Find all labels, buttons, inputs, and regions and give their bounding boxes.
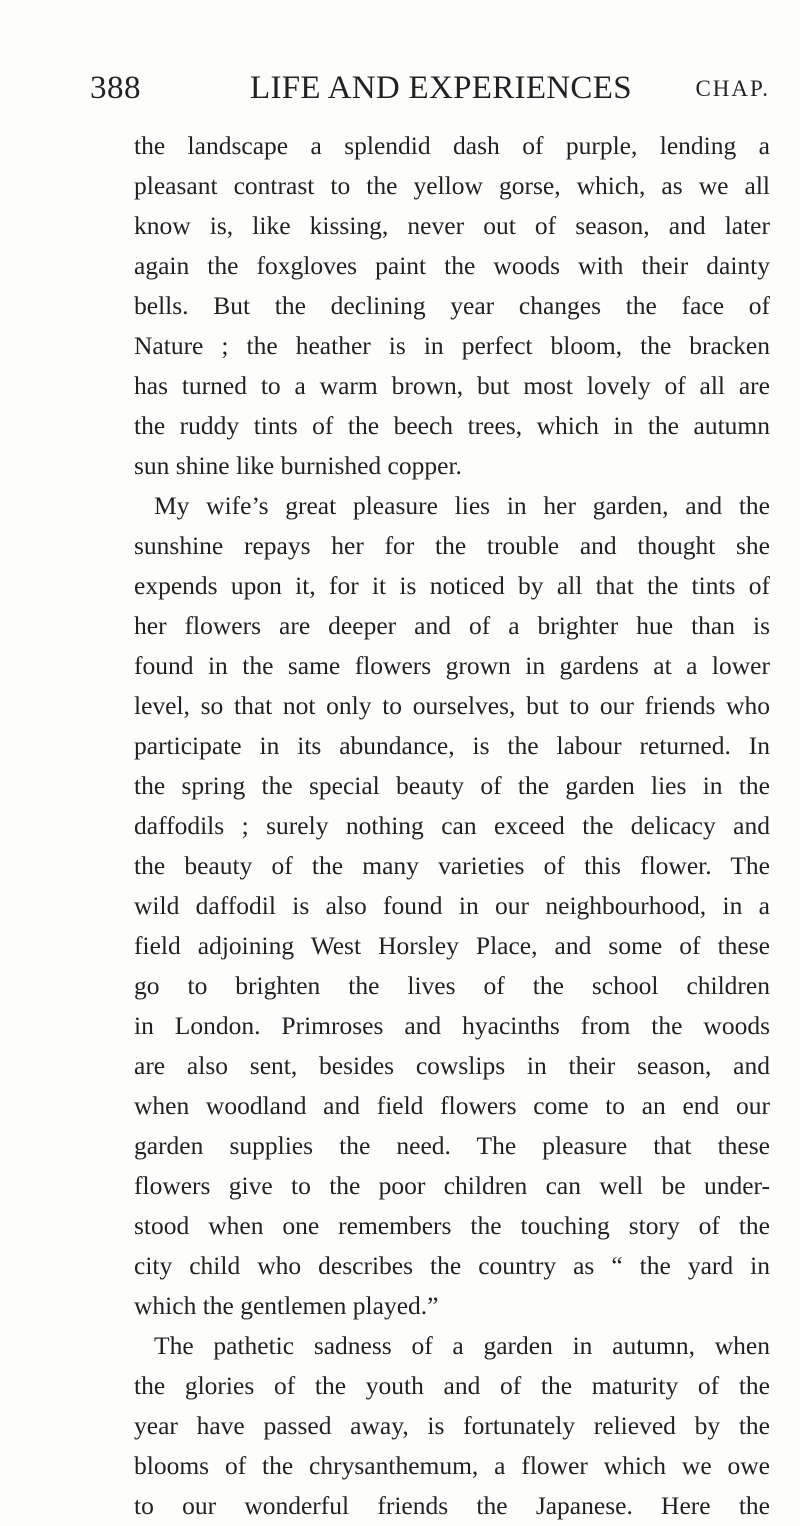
paragraph-end-line: sun shine like burnished copper. [134, 451, 462, 480]
text-line: field adjoining West Horsley Place, and some of these [134, 931, 770, 960]
page-number: 388 [90, 70, 141, 106]
text-line: participate in its abundance, is the labour returned. In [134, 731, 770, 760]
text-line: the beauty of the many varieties of this flower. The [134, 851, 770, 880]
text-line: know is, like kissing, never out of season, and later [134, 211, 770, 240]
text-line: garden supplies the need. The pleasure that these [134, 1131, 770, 1160]
text-line: level, so that not only to ourselves, but to our friends who [134, 691, 770, 720]
text-line: found in the same flowers grown in gardens at a lower [134, 651, 770, 680]
text-line: daffodils ; surely nothing can exceed the delicacy and [134, 811, 770, 840]
text-line: when woodland and field flowers come to an end our [134, 1091, 770, 1120]
text-line: go to brighten the lives of the school children [134, 971, 770, 1000]
text-line: pleasant contrast to the yellow gorse, which, as we all [134, 171, 770, 200]
text-line: again the foxgloves paint the woods with their dainty [134, 251, 770, 280]
paragraph-end-line: which the gentlemen played.” [134, 1291, 439, 1320]
text-line: has turned to a warm brown, but most lovely of all are [134, 371, 770, 400]
running-head [90, 70, 770, 114]
running-title: LIFE AND EXPERIENCES [250, 70, 632, 106]
text-line: are also sent, besides cowslips in their season, and [134, 1051, 770, 1080]
text-line: blooms of the chrysanthemum, a flower which we owe [134, 1451, 770, 1480]
text-line: the spring the special beauty of the garden lies in the [134, 771, 770, 800]
text-line: in London. Primroses and hyacinths from the woods [134, 1011, 770, 1040]
text-line: her flowers are deeper and of a brighter hue than is [134, 611, 770, 640]
text-line: stood when one remembers the touching story of the [134, 1211, 770, 1240]
text-line: flowers give to the poor children can well be under- [134, 1171, 770, 1200]
paragraph-start-line: My wife’s great pleasure lies in her garden, and the [154, 491, 770, 520]
text-line: the glories of the youth and of the maturity of the [134, 1371, 770, 1400]
text-line: Nature ; the heather is in perfect bloom, the bracken [134, 331, 770, 360]
text-line: expends upon it, for it is noticed by all that the tints of [134, 571, 770, 600]
text-line: to our wonderful friends the Japanese. Here the [134, 1491, 770, 1520]
text-line: city child who describes the country as “ the yard in [134, 1251, 770, 1280]
text-line: wild daffodil is also found in our neighbourhood, in a [134, 891, 770, 920]
text-line: the ruddy tints of the beech trees, which in the autumn [134, 411, 770, 440]
text-line: the landscape a splendid dash of purple, lending a [134, 131, 770, 160]
body-text [134, 126, 770, 1526]
paragraph-start-line: The pathetic sadness of a garden in autumn, when [154, 1331, 770, 1360]
chapter-abbrev: CHAP. [695, 76, 770, 101]
text-line: sunshine repays her for the trouble and thought she [134, 531, 770, 560]
text-line: year have passed away, is fortunately relieved by the [134, 1411, 770, 1440]
text-line: bells. But the declining year changes the face of [134, 291, 770, 320]
